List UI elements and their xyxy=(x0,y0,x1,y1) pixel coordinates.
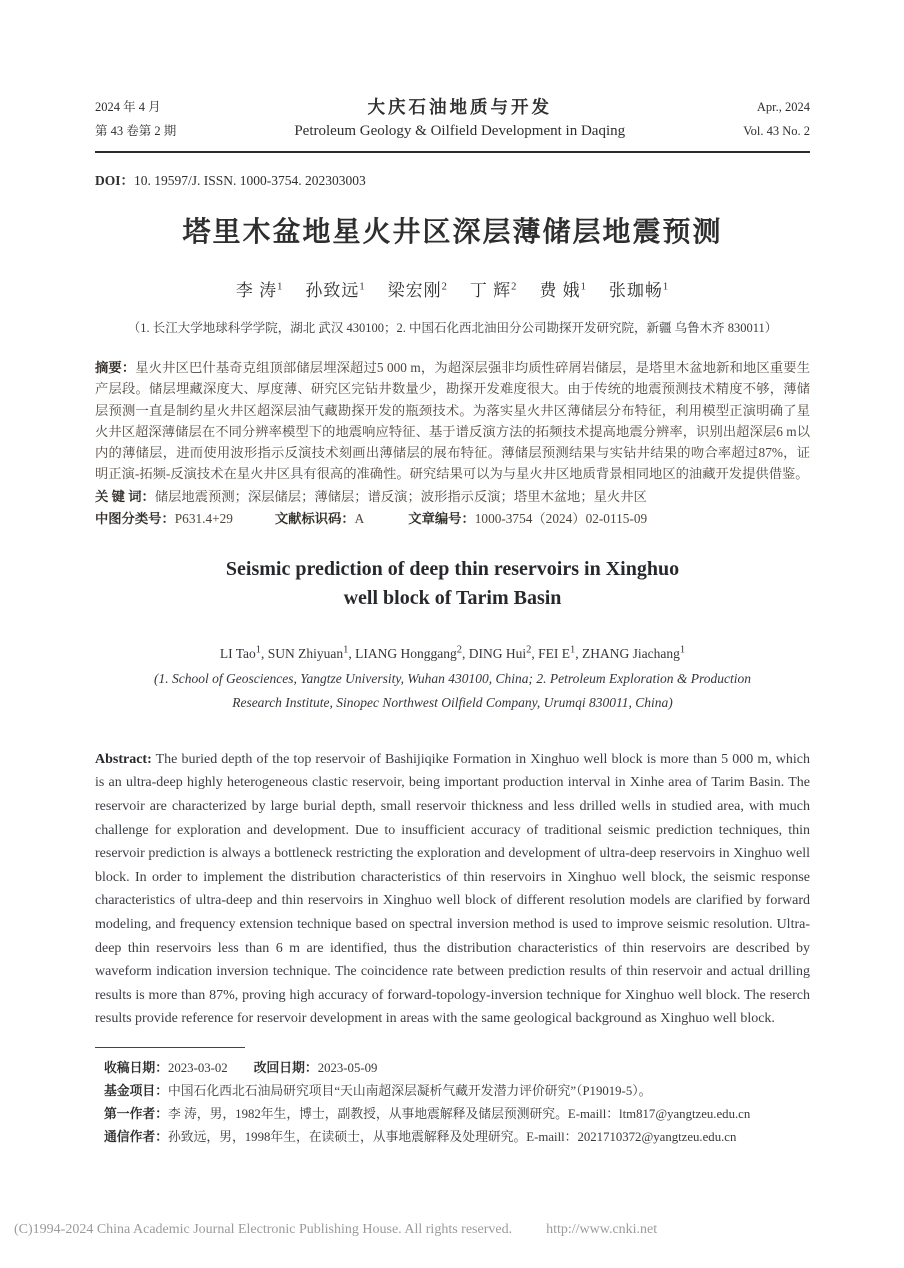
author-affil-sup: 2 xyxy=(456,644,463,656)
author-name: 孙致远 xyxy=(305,281,360,300)
cnki-url: http://www.cnki.net xyxy=(546,1222,658,1237)
doi-value: 10. 19597/J. ISSN. 1000-3754. 202303003 xyxy=(134,173,366,188)
author-affil-sup: 2 xyxy=(441,281,448,293)
author-affil-sup: 2 xyxy=(511,281,518,293)
author-name: LI Tao xyxy=(219,645,256,661)
author-name: 丁 辉 xyxy=(469,281,512,300)
author-en xyxy=(582,646,685,661)
author-name: 张珈畅 xyxy=(608,281,663,300)
abstract-en-label: Abstract: xyxy=(95,751,152,767)
author-en xyxy=(538,646,582,661)
affiliation-cn: （1. 长江大学地球科学学院，湖北 武汉 430100；2. 中国石化西北油田分公司勘探开发研究院，新疆 乌鲁木齐 830011） xyxy=(127,321,778,335)
keywords-line xyxy=(95,486,810,507)
affiliation-en xyxy=(95,667,810,715)
header-volume-cn: 第 43 卷第 2 期 xyxy=(95,124,177,138)
cnki-copyright-footer xyxy=(14,1222,657,1238)
document-code-label: 文献标识码： xyxy=(274,511,355,527)
author-affil-sup: 1 xyxy=(343,644,349,656)
footnotes xyxy=(95,1057,810,1149)
author-affil-sup: 1 xyxy=(570,644,576,656)
author-en xyxy=(220,646,268,661)
author-cn xyxy=(388,276,448,301)
fund-label: 基金项目： xyxy=(104,1084,168,1098)
footnote-first-author xyxy=(104,1103,810,1126)
author-name: 梁宏刚 xyxy=(387,281,442,300)
author-separator: , xyxy=(462,645,469,661)
footnote-divider xyxy=(95,1047,245,1048)
clc-line xyxy=(95,508,810,529)
header-issue-en xyxy=(743,95,810,143)
clc-number xyxy=(95,508,233,529)
abstract-en xyxy=(95,748,810,1031)
footnote-fund xyxy=(104,1080,810,1103)
affiliation-en-line2: Research Institute, Sinopec Northwest Oilfield Company, Urumqi 830011, China) xyxy=(232,694,673,710)
author-separator: , xyxy=(348,645,356,661)
author-name: DING Hui xyxy=(468,645,527,661)
author-affil-sup: 1 xyxy=(580,281,587,293)
authors-en xyxy=(95,644,810,662)
author-affil-sup: 1 xyxy=(359,281,366,293)
article-title-cn: 塔里木盆地星火井区深层薄储层地震预测 xyxy=(182,217,723,248)
header-issue-cn xyxy=(95,95,176,143)
article-id-label: 文章编号： xyxy=(408,511,475,527)
clc-number-label: 中图分类号： xyxy=(95,511,175,527)
author-name: FEI E xyxy=(538,645,571,661)
author-affil-sup: 1 xyxy=(255,644,262,656)
author-name: SUN Zhiyuan xyxy=(267,645,344,661)
abstract-cn-label: 摘要： xyxy=(95,360,136,375)
author-en xyxy=(355,646,469,661)
journal-header xyxy=(95,95,810,144)
doi-line xyxy=(95,169,810,189)
header-date-en: Apr., 2024 xyxy=(756,100,810,114)
revised-date-value: 2023-05-09 xyxy=(317,1061,378,1075)
author-affil-sup: 1 xyxy=(662,281,670,293)
received-date-value: 2023-03-02 xyxy=(167,1061,228,1075)
header-volume-en: Vol. 43 No. 2 xyxy=(743,124,810,138)
first-author-text: 李 涛，男，1982年生，博士，副教授，从事地震解释及储层预测研究。E-maill：ltm817@yangtzeu.edu.cn xyxy=(167,1107,751,1121)
journal-title-cn: 大庆石油地质与开发 xyxy=(367,97,552,117)
doi-label: DOI： xyxy=(95,173,135,188)
author-name: ZHANG Jiachang xyxy=(582,645,680,661)
journal-title-block xyxy=(176,95,743,144)
author-en xyxy=(268,646,355,661)
author-separator: , xyxy=(575,645,583,661)
abstract-en-text: The buried depth of the top reservoir of Bashijiqike Formation in Xinghuo well block is more than 5 000 m, which is an ultra-deep highly heterogeneous clastic reservoir, being important production interval in Xinhe area of Tarim Basin. The reservoir are characterized by large burial depth, small reservoir thickness and less drilled wells in studied area, with much challenge for exploration and development. Due to insufficient accuracy of traditional seismic prediction techniques, thin reservoir prediction is always a bottleneck restricting the exploration and development of ultra-deep reservoirs in Xinghuo well block. In order to implement the distribution characteristics of thin reservoirs in Xinghuo well block, the seismic response characteristics of ultra-deep and thin reservoirs in Xinghuo well block of different resolution models are clarified by forward modeling, and frequency extension technique based on spectral inversion method is used to improve seismic resolution. Ultra-deep thin reservoirs less than 6 m are identified, thus the distribution characteristics of thin reservoirs are described by waveform indication inversion technique. The coincidence rate between prediction results of thin reservoir and actual drilling results is more than 87%, proving high accuracy of forward-topology-inversion technique for Xinghuo well block. The reserch results provide reference for reservoir development in areas with the same geological background as Xinghuo well block. xyxy=(95,751,811,1027)
article-id-value: 1000-3754（2024）02-0115-09 xyxy=(474,511,648,527)
fund-text: 中国石化西北石油局研究项目“天山南超深层凝析气藏开发潜力评价研究”（P19019-5）。 xyxy=(167,1084,652,1098)
author-cn xyxy=(539,276,587,301)
footnote-dates xyxy=(104,1057,810,1080)
article-title-en-line2: well block of Tarim Basin xyxy=(343,587,562,610)
authors-cn xyxy=(95,276,810,301)
abstract-cn xyxy=(95,357,810,485)
author-name: LIANG Honggang xyxy=(355,645,457,661)
article-title-en-line1: Seismic prediction of deep thin reservoirs in Xinghuo xyxy=(225,558,680,581)
author-cn xyxy=(470,276,518,301)
author-en xyxy=(469,646,538,661)
footnote-corresponding-author xyxy=(104,1126,810,1149)
clc-number-value: P631.4+29 xyxy=(174,511,233,527)
author-cn xyxy=(305,276,365,301)
author-affil-sup: 2 xyxy=(526,644,532,656)
header-divider xyxy=(95,151,810,153)
author-separator: , xyxy=(531,645,539,661)
corresponding-author-label: 通信作者： xyxy=(104,1130,168,1144)
document-code xyxy=(275,508,364,529)
revised-date-label: 改回日期： xyxy=(253,1061,318,1075)
received-date-label: 收稿日期： xyxy=(104,1061,168,1075)
abstract-cn-text: 星火井区巴什基奇克组顶部储层埋深超过5 000 m，为超深层强非均质性碎屑岩储层，是塔里木盆地新和地区重要生产层段。储层埋藏深度大、厚度薄、研究区完钻井数量少，勘探开发难度很大。由于传统的地震预测技术精度不够，薄储层预测一直是制约星火井区超深层油气藏勘探开发的瓶颈技术。为落实星火井区薄储层分布特征，利用模型正演明确了星火井区超深薄储层在不同分辨率模型下的地震响应特征、基于谱反演方法的拓频技术提高地震分辨率，识别出超深层6 m以内的薄储层，进而使用波形指示反演技术刻画出薄储层的展布特征。薄储层预测结果与实钻井结果的吻合率超过87%，证明正演-拓频-反演技术在星火井区具有很高的准确性。研究结果可以为与星火井区地质背景相同地区的油藏开发提供借鉴。 xyxy=(95,360,811,482)
author-cn xyxy=(609,276,669,301)
article-title-en xyxy=(95,555,810,613)
document-code-value: A xyxy=(354,511,365,527)
journal-title-en: Petroleum Geology & Oilfield Development in Daqing xyxy=(294,123,626,139)
author-name: 李 涛 xyxy=(235,281,278,300)
keywords-text: 储层地震预测；深层储层；薄储层；谱反演；波形指示反演；塔里木盆地；星火井区 xyxy=(154,488,647,504)
author-name: 费 娥 xyxy=(539,281,581,300)
corresponding-author-text: 孙致远，男，1998年生，在读硕士，从事地震解释及处理研究。E-maill：2021710372@yangtzeu.edu.cn xyxy=(167,1130,737,1144)
keywords-label: 关 键 词： xyxy=(95,488,155,504)
copyright-text: (C)1994-2024 China Academic Journal Electronic Publishing House. All rights reserved. xyxy=(14,1222,513,1237)
first-author-label: 第一作者： xyxy=(104,1107,168,1121)
author-separator: , xyxy=(261,645,268,661)
affiliation-en-line1: (1. School of Geosciences, Yangtze University, Wuhan 430100, China; 2. Petroleum Exploration & Production xyxy=(154,670,751,686)
author-affil-sup: 1 xyxy=(277,281,284,293)
author-affil-sup: 1 xyxy=(679,644,686,656)
author-cn xyxy=(236,276,284,301)
header-date-cn: 2024 年 4 月 xyxy=(95,100,161,114)
article-id xyxy=(408,508,647,529)
